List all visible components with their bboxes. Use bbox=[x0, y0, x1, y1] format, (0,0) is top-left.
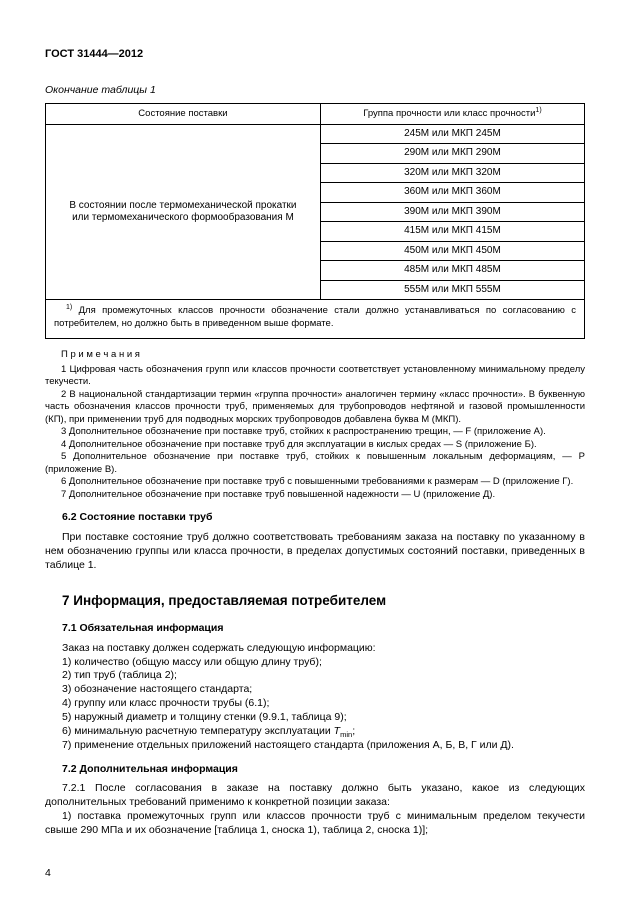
col-header-strength-grade: Группа прочности или класс прочности$^{1)}$ bbox=[320, 104, 584, 125]
note-item: 2 В национальной стандартизации термин «группа прочности» аналогичен термину «класс прочности». В буквенную часть обозначения классов прочности труб, применяемых для трубопроводов нефтяной и газовой промышленности (КП), при применении труб для подводных морских трубопроводов добавлена буква М (МКП). bbox=[45, 388, 585, 425]
list-item-tmin: 6) минимальную расчетную температуру эксплуатации $T_{min}$; bbox=[62, 724, 356, 739]
list-item: 5) наружный диаметр и толщину стенки (9.9.1, таблица 9); bbox=[62, 710, 347, 723]
note-item: 7 Дополнительное обозначение при поставке труб повышенной надежности — U (приложение Д). bbox=[61, 488, 496, 500]
section-6-2-title: 6.2 Состояние поставки труб bbox=[62, 511, 213, 524]
grade-cell: 555М или МКП 555М bbox=[320, 280, 584, 300]
note-item: 4 Дополнительное обозначение при поставке труб для эксплуатации в кислых средах — S (приложение Б). bbox=[61, 438, 537, 450]
note-item: 6 Дополнительное обозначение при поставке труб с повышенными требованиями к размерам — D (приложение Г). bbox=[61, 476, 574, 488]
delivery-condition-table bbox=[45, 103, 585, 339]
section-7-2 bbox=[45, 763, 585, 838]
notes-title: П р и м е ч а н и я bbox=[61, 349, 140, 360]
section-7-1-title: 7.1 Обязательная информация bbox=[62, 621, 224, 634]
table-header-row bbox=[46, 104, 585, 125]
doc-number: ГОСТ 31444—2012 bbox=[45, 48, 144, 60]
section-7-1-intro: Заказ на поставку должен содержать следующую информацию: bbox=[62, 641, 376, 654]
delivery-state-cell: В состоянии после термомеханической прокатки или термомеханического формообразования М bbox=[46, 124, 321, 300]
list-item: 3) обозначение настоящего стандарта; bbox=[62, 683, 253, 696]
table-row bbox=[46, 124, 585, 144]
note-item: 1 Цифровая часть обозначения групп или классов прочности соответствует установленному минимальному пределу текучести. bbox=[45, 363, 585, 388]
notes-block bbox=[45, 349, 585, 501]
grade-cell: 485М или МКП 485М bbox=[320, 261, 584, 281]
table-footnote-row bbox=[46, 300, 585, 339]
list-item: 7) применение отдельных приложений настоящего стандарта (приложения А, Б, В, Г или Д). bbox=[62, 738, 514, 751]
grade-cell: 390М или МКП 390М bbox=[320, 202, 584, 222]
tmin-symbol: T bbox=[333, 724, 341, 737]
tmin-subscript: min bbox=[340, 729, 353, 739]
grade-cell: 450М или МКП 450М bbox=[320, 241, 584, 261]
page-number: 4 bbox=[45, 867, 51, 879]
col-header-delivery-state: Состояние поставки bbox=[46, 104, 321, 125]
footnote-marker: 1) bbox=[66, 304, 73, 312]
list-item: 1) количество (общую массу или общую длину труб); bbox=[62, 655, 322, 668]
grade-cell: 415М или МКП 415М bbox=[320, 222, 584, 242]
section-7-title: 7 Информация, предоставляемая потребителем bbox=[62, 592, 387, 608]
section-7-2-title: 7.2 Дополнительная информация bbox=[62, 762, 238, 775]
footnote-text: Для промежуточных классов прочности обозначение стали должно устанавливаться по согласованию с потребителем, но должно быть в приведенном выше формате. bbox=[54, 305, 576, 330]
section-6-2-body: При поставке состояние труб должно соответствовать требованиям заказа на поставку по указанному в нем обозначению группы или класса прочности, в пределах допустимых состояний поставки, приведенных в таблице 1. bbox=[45, 531, 585, 571]
table-caption: Окончание таблицы 1 bbox=[45, 84, 156, 96]
list-item: 4) группу или класс прочности трубы (6.1); bbox=[62, 697, 270, 710]
note-item: 3 Дополнительное обозначение при поставке труб, стойких к распространению трещин, — F (приложение А). bbox=[61, 426, 546, 438]
list-item: 1) поставка промежуточных групп или классов прочности труб с минимальным пределом текучести свыше 290 МПа и их обозначение [таблица 1, сноска 1), таблица 2, сноска 1)]; bbox=[45, 810, 585, 836]
note-item: 5 Дополнительное обозначение при поставке труб, стойких к повышенным локальным деформациям, — P (приложение В). bbox=[45, 451, 585, 475]
grade-cell: 290М или МКП 290М bbox=[320, 144, 584, 164]
section-7-1 bbox=[45, 622, 585, 753]
table-footnote bbox=[46, 300, 585, 339]
section-7-2-1-para: 7.2.1 После согласования в заказе на поставку должно быть указано, какое из следующих дополнительных требований применимо к конкретной позиции заказа: bbox=[45, 782, 585, 809]
header-footnote-marker: 1) bbox=[535, 106, 542, 114]
grade-cell: 320М или МКП 320М bbox=[320, 163, 584, 183]
section-6-2 bbox=[45, 511, 585, 572]
grade-cell: 245М или МКП 245М bbox=[320, 124, 584, 144]
grade-cell: 360М или МКП 360М bbox=[320, 183, 584, 203]
list-item: 2) тип труб (таблица 2); bbox=[62, 669, 177, 682]
